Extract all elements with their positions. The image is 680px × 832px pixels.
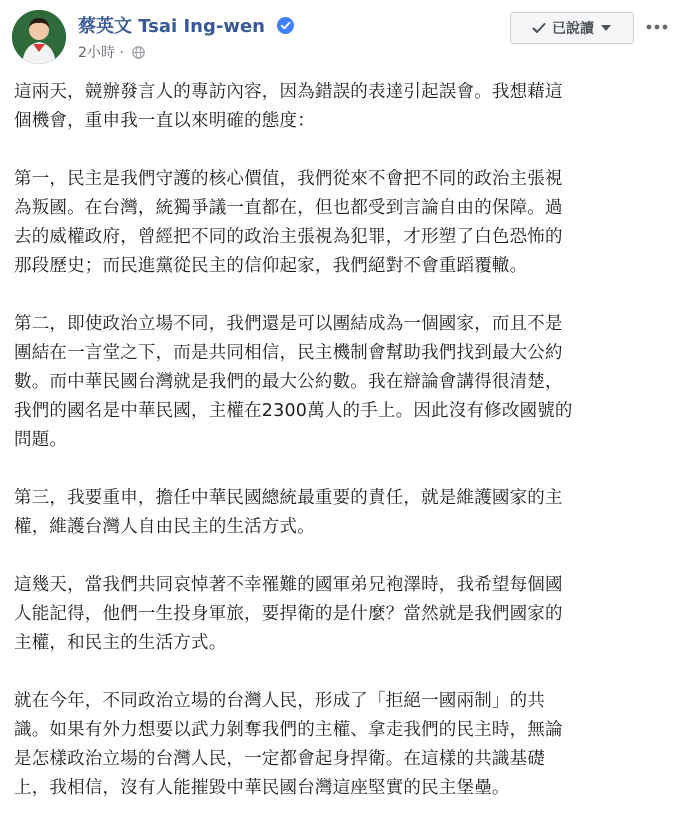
post-paragraph [14,484,666,542]
following-label: 已說讀 [552,21,594,37]
post-text-line: 上，我相信，沒有人能摧毀中華民國台灣這座堅實的民主堡壘。 [14,778,510,798]
post-text-line: 問題。 [14,430,68,450]
verified-check-icon [277,17,294,34]
post-text-line: 第二，即使政治立場不同，我們還是可以團結成為一個國家，而且不是 [14,314,563,334]
post-paragraph [14,571,666,658]
post-text-line: 個機會，重申我一直以來明確的態度： [14,111,315,131]
post-paragraph [14,165,666,281]
post-text-line: 識。如果有外力想要以武力剝奪我們的主權、拿走我們的民主時，無論 [14,720,563,740]
post-text-line: 主權，和民主的生活方式。 [14,633,227,653]
post-text-line: 這兩天，競辦發言人的專訪內容，因為錯誤的表達引起誤會。我想藉這 [14,82,563,102]
avatar-image [12,10,66,64]
author-name-row [78,12,294,38]
check-icon [532,22,546,34]
post-timestamp[interactable]: 2小時 [78,45,115,61]
following-button[interactable] [510,12,634,44]
post-text-line: 為叛國。在台灣，統獨爭議一直都在，但也都受到言論自由的保障。過 [14,198,563,218]
post-header [0,0,680,70]
post-text-line: 我們的國名是中華民國，主權在2300萬人的手上。因此沒有修改國號的 [14,401,573,421]
post-text-line: 人能記得，他們一生投身軍旅，要捍衛的是什麼？當然就是我們國家的 [14,604,563,624]
caret-down-icon [600,24,612,32]
post-text-line: 就在今年，不同政治立場的台灣人民，形成了「拒絕一國兩制」的共 [14,691,545,711]
author-name[interactable]: 蔡英文 Tsai Ing-wen [78,16,265,37]
post-paragraph [14,310,666,455]
post-text-line: 團結在一言堂之下，而是共同相信，民主機制會幫助我們找到最大公約 [14,343,563,363]
more-options-button[interactable] [644,14,670,40]
post-meta [78,42,145,62]
globe-icon[interactable] [132,46,145,59]
post-body [14,78,666,832]
more-horizontal-icon [646,24,668,30]
post-text-line: 這幾天，當我們共同哀悼著不幸罹難的國軍弟兄袍澤時，我希望每個國 [14,575,563,595]
post-text-line: 第三，我要重申，擔任中華民國總統最重要的責任，就是維護國家的主 [14,488,563,508]
post-text-line: 是怎樣政治立場的台灣人民，一定都會起身捍衛。在這樣的共識基礎 [14,749,545,769]
meta-separator: · [119,45,124,61]
post-text-line: 那段歷史；而民進黨從民主的信仰起家，我們絕對不會重蹈覆轍。 [14,256,528,276]
post-text-line: 第一，民主是我們守護的核心價值，我們從來不會把不同的政治主張視 [14,169,563,189]
post-paragraph [14,687,666,803]
post-text-line: 權，維護台灣人自由民主的生活方式。 [14,517,315,537]
post-text-line: 數。而中華民國台灣就是我們的最大公約數。我在辯論會講得很清楚， [14,372,563,392]
post-text-line: 去的威權政府，曾經把不同的政治主張視為犯罪，才形塑了白色恐怖的 [14,227,563,247]
avatar[interactable] [12,10,66,64]
post-paragraph [14,78,666,136]
